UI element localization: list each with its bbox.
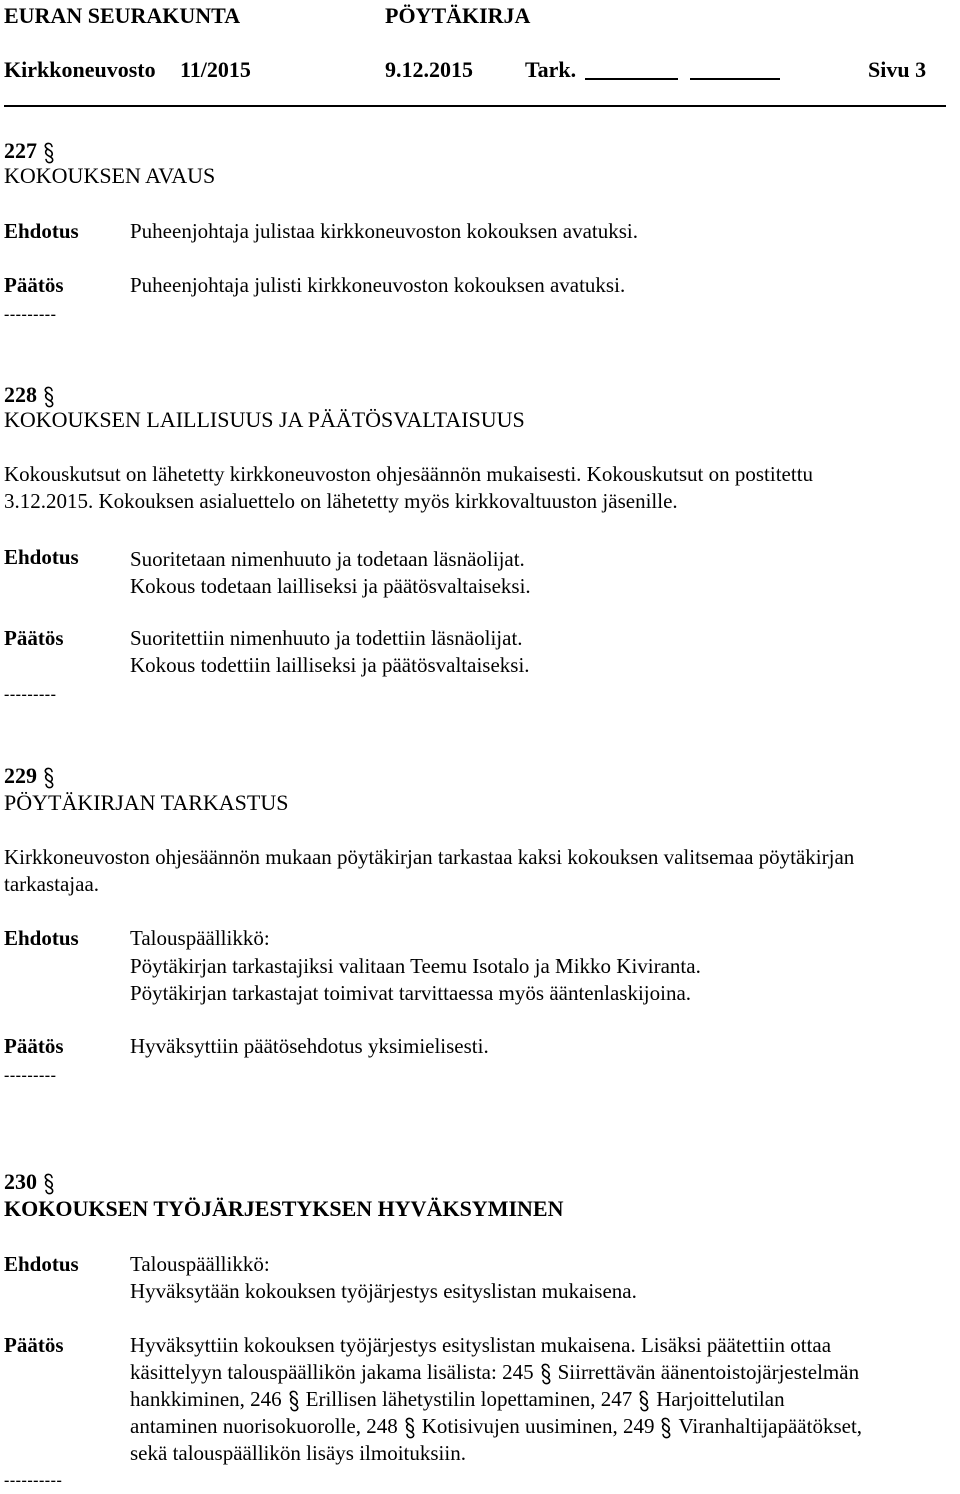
section-230-decision-line-5: sekä talouspäällikön lisäys ilmoituksiin.: [130, 1441, 466, 1465]
section-230-number: 230: [4, 1168, 55, 1195]
section-228-proposal-label: Ehdotus: [4, 545, 79, 569]
section-230-decision-line-1: Hyväksyttiin kokouksen työjärjestys esityslistan mukaisena. Lisäksi päätettiin ottaa: [130, 1333, 832, 1357]
section-227-decision-label: Päätös: [4, 273, 64, 297]
meeting-body: Kirkkoneuvosto: [4, 57, 156, 82]
section-229-proposal-line-3: Pöytäkirjan tarkastajat toimivat tarvittaessa myös ääntenlaskijoina.: [130, 981, 692, 1005]
section-229-number: 229: [4, 762, 55, 789]
section-229-decision-label: Päätös: [4, 1034, 64, 1058]
section-229-proposal-label: Ehdotus: [4, 926, 79, 950]
section-230-decision-line-3: hankkiminen, 246 Erillisen lähetystilin lopettaminen, 247 Harjoittelutilan: [130, 1387, 785, 1411]
section-227-number: 227: [4, 137, 55, 164]
meeting-number: 11/2015: [180, 57, 251, 82]
section-229-decision-text: Hyväksyttiin päätösehdotus yksimielisesti.: [130, 1034, 489, 1058]
section-sign-icon: [288, 1390, 300, 1412]
section-227-decision-text: Puheenjohtaja julisti kirkkoneuvoston kokouksen avatuksi.: [130, 273, 626, 297]
section-229-separator: ---------: [4, 1067, 57, 1084]
section-227-title: KOKOUKSEN AVAUS: [4, 163, 216, 188]
section-228-decision-line-2: Kokous todettiin lailliseksi ja päätösvaltaiseksi.: [130, 653, 530, 677]
section-227-separator: ---------: [4, 306, 57, 323]
section-229-proposal-line-2: Pöytäkirjan tarkastajiksi valitaan Teemu Isotalo ja Mikko Kiviranta.: [130, 954, 701, 978]
section-229-intro-line-1: Kirkkoneuvoston ohjesäännön mukaan pöytäkirjan tarkastaa kaksi kokouksen valitsemaa pöytäkirjan: [4, 845, 855, 869]
section-229-intro-line-2: tarkastajaa.: [4, 872, 100, 896]
section-229-title: PÖYTÄKIRJAN TARKASTUS: [4, 790, 289, 815]
section-230-decision-label: Päätös: [4, 1333, 64, 1357]
section-229-proposal-line-1: Talouspäällikkö:: [130, 926, 270, 950]
section-230-title: KOKOUKSEN TYÖJÄRJESTYKSEN HYVÄKSYMINEN: [4, 1196, 564, 1221]
page-number: Sivu 3: [868, 57, 927, 82]
section-228-proposal-line-2: Kokous todetaan lailliseksi ja päätösvaltaiseksi.: [130, 574, 531, 598]
section-228-intro-line-1: Kokouskutsut on lähetetty kirkkoneuvoston ohjesäännön mukaisesti. Kokouskutsut on postitettu: [4, 462, 814, 486]
section-sign-icon: [540, 1363, 552, 1385]
checked-label: Tark.: [525, 57, 577, 82]
section-sign-icon: [660, 1417, 672, 1439]
section-sign-icon: [43, 767, 55, 789]
organization-name: EURAN SEURAKUNTA: [4, 3, 241, 28]
document-type: PÖYTÄKIRJA: [385, 3, 531, 28]
checker-signature-line-1: [585, 78, 678, 80]
section-sign-icon: [43, 386, 55, 408]
section-227-proposal-label: Ehdotus: [4, 219, 79, 243]
section-228-separator: ---------: [4, 686, 57, 703]
section-228-number: 228: [4, 381, 55, 408]
section-230-proposal-line-2: Hyväksytään kokouksen työjärjestys esityslistan mukaisena.: [130, 1279, 637, 1303]
section-230-decision-line-4: antaminen nuorisokuorolle, 248 Kotisivujen uusiminen, 249 Viranhaltijapäätökset,: [130, 1414, 863, 1438]
section-227-proposal-text: Puheenjohtaja julistaa kirkkoneuvoston kokouksen avatuksi.: [130, 219, 638, 243]
checker-signature-line-2: [690, 78, 780, 80]
section-sign-icon: [638, 1390, 650, 1412]
header-divider: [4, 105, 946, 107]
section-228-intro-line-2: 3.12.2015. Kokouksen asialuettelo on lähetetty myös kirkkovaltuuston jäsenille.: [4, 489, 678, 513]
section-228-title: KOKOUKSEN LAILLISUUS JA PÄÄTÖSVALTAISUUS: [4, 407, 525, 432]
section-228-decision-label: Päätös: [4, 626, 64, 650]
section-230-proposal-line-1: Talouspäällikkö:: [130, 1252, 270, 1276]
section-sign-icon: [43, 142, 55, 164]
section-230-separator: ----------: [4, 1472, 63, 1489]
section-228-proposal-line-1: Suoritetaan nimenhuuto ja todetaan läsnäolijat.: [130, 547, 525, 571]
section-228-decision-line-1: Suoritettiin nimenhuuto ja todettiin läsnäolijat.: [130, 626, 523, 650]
section-sign-icon: [43, 1173, 55, 1195]
section-230-decision-line-2: käsittelyyn talouspäällikön jakama lisälista: 245 Siirrettävän äänentoistojärjestelmän: [130, 1360, 860, 1384]
section-230-proposal-label: Ehdotus: [4, 1252, 79, 1276]
meeting-date: 9.12.2015: [385, 57, 473, 82]
section-sign-icon: [404, 1417, 416, 1439]
